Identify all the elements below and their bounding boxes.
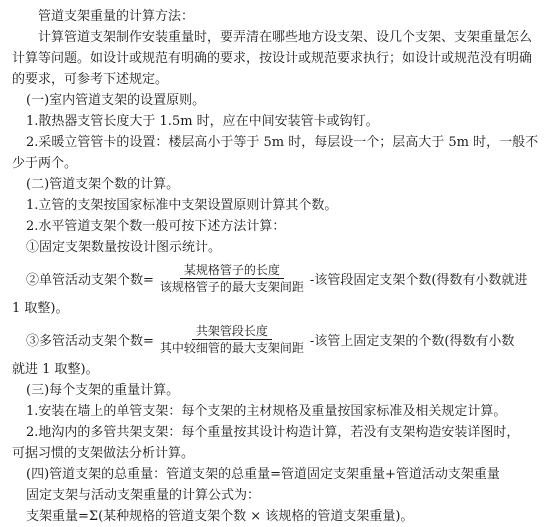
formula-multi-tail: 就进 1 取整)。 (12, 362, 99, 377)
section-4-formula: 支架重量=Σ(某种规格的管道支架个数 × 该规格的管道支架重量)。 (26, 509, 414, 524)
intro-line-3: 的要求，可参考下述规定。 (12, 72, 169, 87)
formula-multi-pipe (12, 319, 542, 359)
formula-multi-prefix: ③多管活动支架个数= (26, 333, 154, 349)
section-3-item-2-cont: 可据习惯的支架做法分析计算。 (12, 446, 195, 461)
section-3-item-1: 1.安装在墙上的单管支架：每个支架的主材规格及重量按国家标准及相关规定计算。 (26, 404, 507, 419)
section-3-item-2: 2.地沟内的多管共架支架：每个重量按其设计构造计算，若没有支架构造安装详图时， (26, 425, 520, 440)
section-4-line-1: (四)管道支架的总重量：管道支架的总重量=管道固定支架重量+管道活动支架重量 (26, 467, 500, 482)
formula-single-prefix: ②单管活动支架个数= (26, 272, 154, 288)
section-1-item-2: 2.采暖立管管卡的设置：楼层高小于等于 5m 时，每层设一个；层高大于 5m 时，一般不 (26, 135, 539, 150)
section-3-heading: (三)每个支架的重量计算。 (26, 383, 180, 398)
section-2-item-1: 1.立管的支架按国家标准中支架设置原则计算其个数。 (26, 198, 338, 213)
section-4-line-2: 固定支架与活动支架重量的计算公式为： (26, 488, 261, 503)
formula-single-pipe (12, 258, 542, 298)
intro-line-1: 计算管道支架制作安装重量时，要弄清在哪些地方设支架、设几个支架、支架重量怎么 (38, 30, 533, 45)
section-1-heading: (一)室内管道支架的设置原则。 (26, 93, 206, 108)
section-1-item-1: 1.散热器支管长度大于 1.5m 时，应在中间安装管卡或钩钉。 (26, 114, 379, 129)
section-1-item-2-cont: 少于两个。 (12, 156, 78, 171)
section-2-clause-1: ①固定支架数量按设计图示统计。 (26, 240, 222, 255)
formula-multi-numerator: 共架管段长度 (192, 323, 272, 340)
doc-title: 管道支架重量的计算方法： (38, 9, 195, 24)
formula-single-denominator: 该规格管子的最大支架间距 (159, 279, 304, 294)
formula-single-suffix: -该管段固定支架个数(得数有小数就进 (309, 272, 528, 288)
intro-line-2: 计算等问题。如设计或规范有明确的要求，按设计或规范要求执行；如设计或规范没有明确 (12, 51, 533, 66)
section-2-heading: (二)管道支架个数的计算。 (26, 177, 180, 192)
formula-multi-suffix: -该管上固定支架的个数(得数有小数 (309, 333, 515, 349)
formula-single-numerator: 某规格管子的长度 (180, 262, 284, 279)
formula-single-fraction (156, 262, 308, 295)
formula-single-tail: 1 取整)。 (12, 301, 69, 316)
section-2-item-2: 2.水平管道支架个数一般可按下述方法计算： (26, 219, 286, 234)
formula-multi-denominator: 其中较细管的最大支架间距 (159, 340, 304, 355)
formula-multi-fraction (156, 323, 308, 356)
